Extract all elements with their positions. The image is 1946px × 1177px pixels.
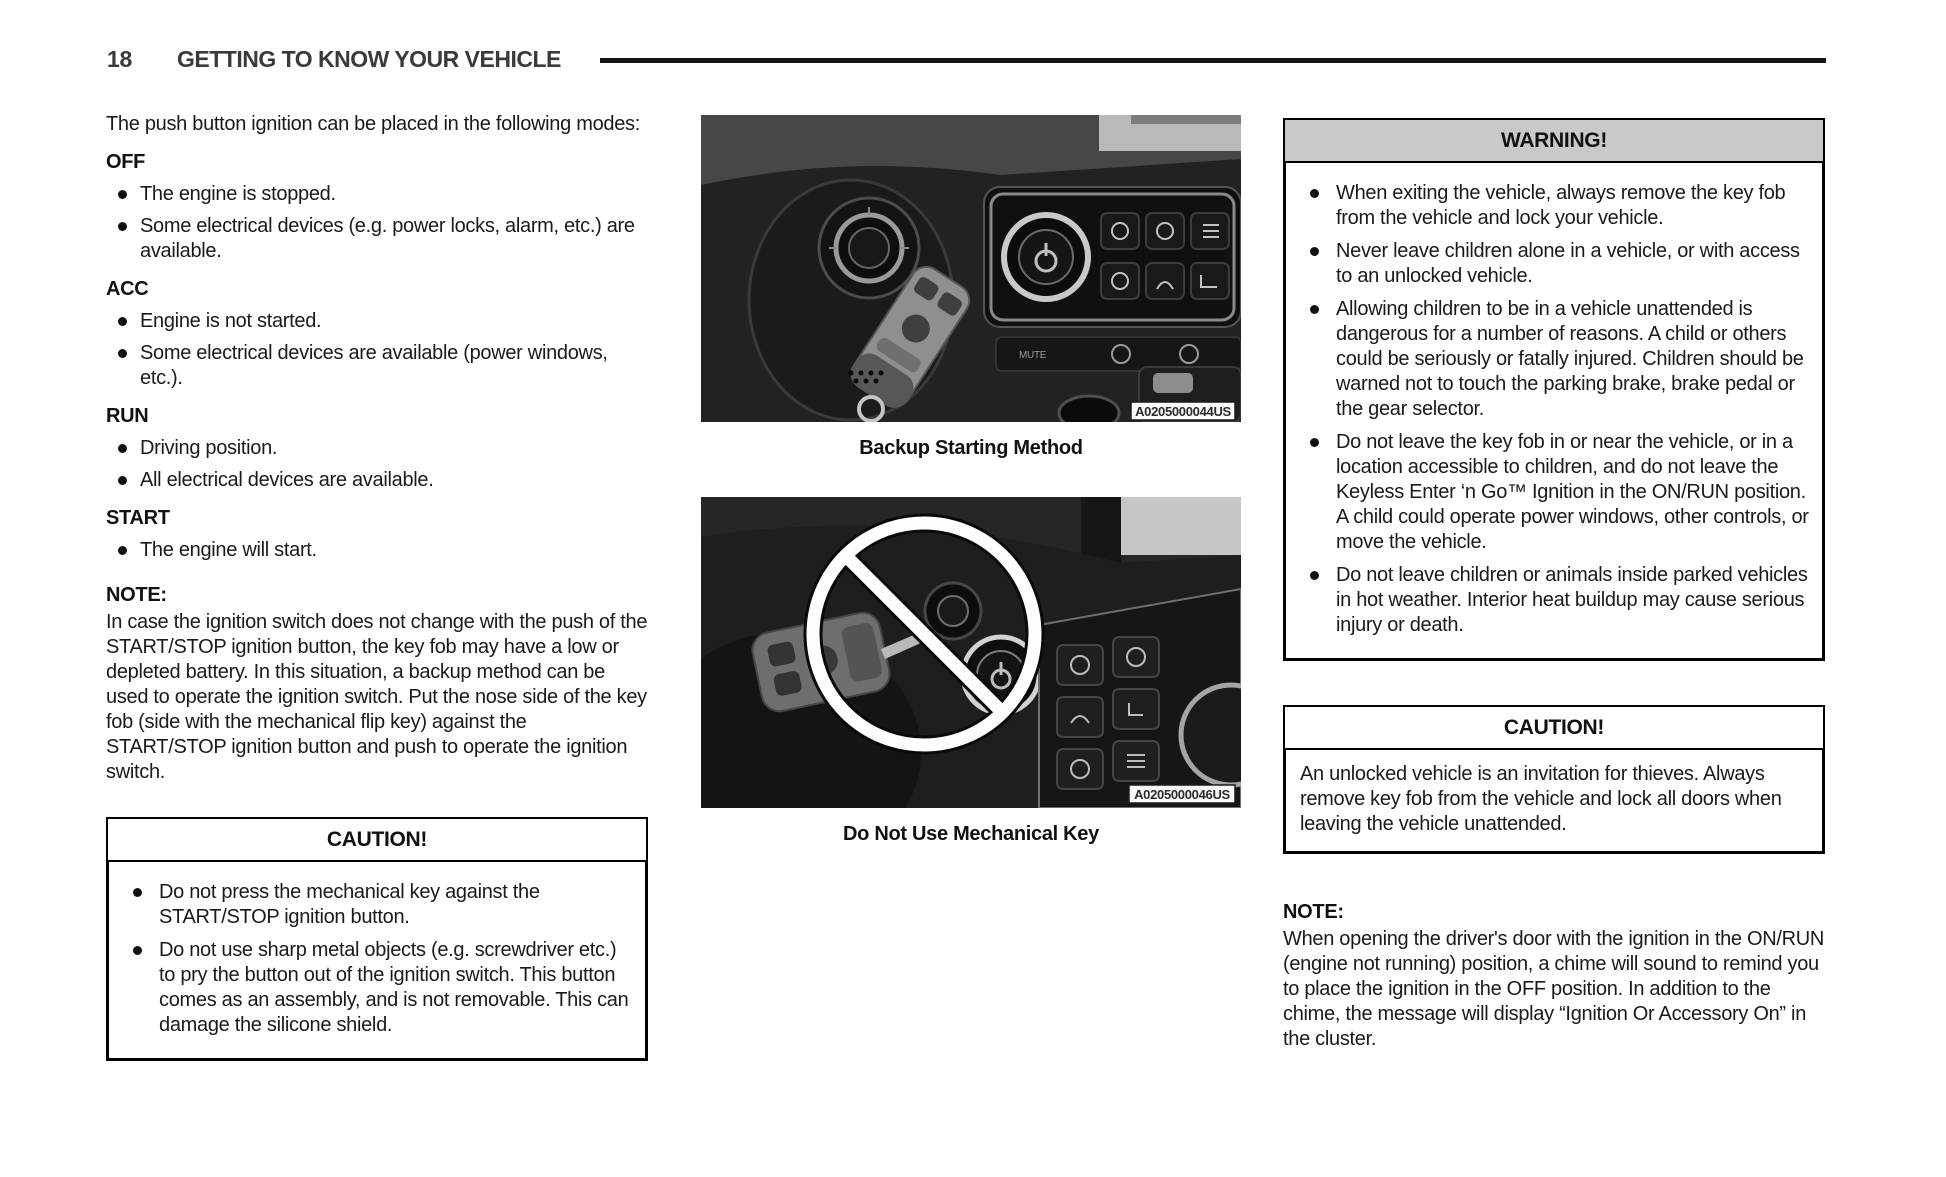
mode-heading-start: START [106, 507, 170, 529]
mode-heading-run: RUN [106, 405, 149, 427]
lower-button-row [996, 337, 1241, 371]
note-label: NOTE: [1283, 901, 1344, 923]
mode-start-bullets [106, 538, 648, 563]
figure-backup-starting [701, 115, 1241, 461]
ignition-button-icon [819, 198, 919, 298]
figure-no-mechanical-key [701, 497, 1241, 847]
power-outlet-icon [1059, 396, 1119, 422]
watermark-label [1129, 785, 1235, 803]
header-rule [600, 58, 1826, 63]
caution-box-title: CAUTION! [1283, 705, 1825, 750]
climate-panel [984, 187, 1241, 327]
bullet-item: Some electrical devices (e.g. power locks, alarm, etc.) are available. [106, 214, 648, 264]
bullet-item: Do not leave children or animals inside parked vehicles in hot weather. Interior heat buildup may cause serious injury or death. [1294, 563, 1814, 638]
page-number: 18 [107, 46, 132, 72]
figures-column [701, 115, 1241, 847]
windshield-glimpse [1121, 497, 1241, 555]
bullet-item: Never leave children alone in a vehicle, or with access to an unlocked vehicle. [1294, 239, 1814, 289]
warning-box-title: WARNING! [1283, 118, 1825, 163]
caution-box-body [1283, 750, 1825, 854]
figure2-image [701, 497, 1241, 808]
bullet-item: When exiting the vehicle, always remove the key fob from the vehicle and lock your vehicle. [1294, 181, 1814, 231]
bullet-item: Some electrical devices are available (power windows, etc.). [106, 341, 648, 391]
bullet-item: The engine will start. [106, 538, 648, 563]
section-title: GETTING TO KNOW YOUR VEHICLE [177, 46, 561, 72]
bullet-item: Engine is not started. [106, 309, 648, 334]
bullet-item: Do not use sharp metal objects (e.g. screwdriver etc.) to pry the button out of the ignition switch. This button comes as an assembly, and is not removable. This can damage the silicone shield. [117, 938, 637, 1038]
svg-text:MUTE: MUTE [1019, 350, 1047, 361]
warning-box [1283, 118, 1825, 661]
caution-bullets [117, 880, 637, 1038]
intro-paragraph: The push button ignition can be placed in the following modes: [106, 113, 640, 135]
warning-bullets [1294, 181, 1814, 638]
mode-run-bullets [106, 436, 648, 493]
bullet-item: The engine is stopped. [106, 182, 648, 207]
warning-box-body [1283, 163, 1825, 661]
right-button-panel [1039, 589, 1241, 808]
bullet-item: Do not press the mechanical key against the START/STOP ignition button. [117, 880, 637, 930]
bullet-item: All electrical devices are available. [106, 468, 648, 493]
left-column [106, 112, 648, 1061]
caution-box-title: CAUTION! [106, 817, 648, 862]
note-paragraph: When opening the driver's door with the ignition in the ON/RUN (engine not running) position, a chime will sound to remind you to place the ignition in the OFF position. In addition to the chime, the message will display “Ignition Or Accessory On” in the cluster. [1283, 928, 1825, 1050]
bullet-item: Allowing children to be in a vehicle unattended is dangerous for a number of reasons. A child or others could be seriously or fatally injured. Children should be warned not to touch the parking brake, brake pedal or the gear selector. [1294, 297, 1814, 422]
caution-paragraph: An unlocked vehicle is an invitation for thieves. Always remove key fob from the vehicle and lock all doors when leaving the vehicle unattended. [1300, 763, 1782, 835]
note-label: NOTE: [106, 584, 167, 606]
watermark-label [1131, 402, 1235, 420]
bullet-item: Do not leave the key fob in or near the vehicle, or in a location accessible to children, and do not leave the Keyless Enter ‘n Go™ Ignition in the ON/RUN position. A child could operate power windows, other controls, or move the vehicle. [1294, 430, 1814, 555]
right-column [1283, 118, 1825, 1052]
svg-text:A0205000044US: A0205000044US [1135, 404, 1231, 419]
caution-box-body [106, 862, 648, 1061]
figure2-caption: Do Not Use Mechanical Key [843, 823, 1099, 845]
figure1-caption: Backup Starting Method [859, 437, 1083, 459]
figure1-image [701, 115, 1241, 422]
mode-acc-bullets [106, 309, 648, 391]
mode-heading-off: OFF [106, 151, 146, 173]
note-paragraph: In case the ignition switch does not change with the push of the START/STOP ignition button, the key fob may have a low or depleted battery. In this situation, a backup method can be used to operate the ignition switch. Put the nose side of the key fob (side with the mechanical flip key) against the START/STOP ignition button and push to operate the ignition switch. [106, 611, 648, 783]
caution-box-left [106, 817, 648, 1061]
mode-off-bullets [106, 182, 648, 264]
svg-text:A0205000046US: A0205000046US [1134, 787, 1230, 802]
mode-heading-acc: ACC [106, 278, 149, 300]
caution-box-right [1283, 705, 1825, 854]
bullet-item: Driving position. [106, 436, 648, 461]
